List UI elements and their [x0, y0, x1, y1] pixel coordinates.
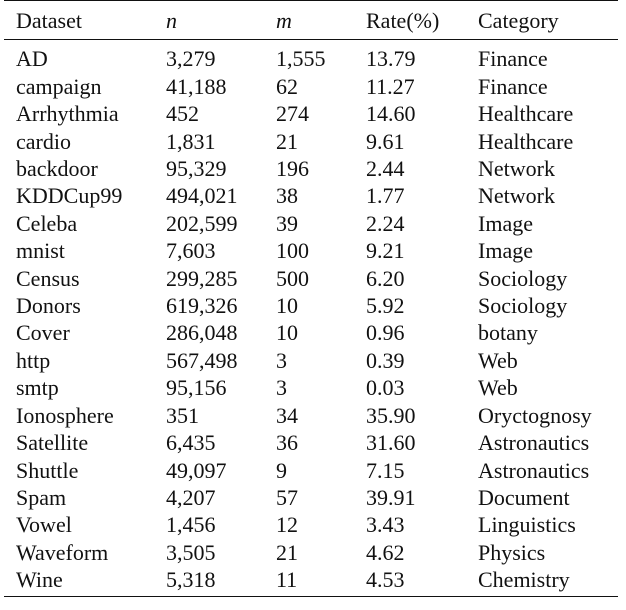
cell-category: Oryctognosy [478, 402, 592, 428]
cell-rate: 0.39 [366, 347, 405, 373]
cell-rate: 35.90 [366, 402, 416, 428]
dataset-table [4, 0, 618, 597]
cell-dataset: mnist [16, 238, 65, 264]
cell-category: Astronautics [478, 457, 590, 483]
cell-m: 57 [276, 484, 298, 510]
table-row [4, 73, 618, 100]
cell-m: 3 [276, 375, 287, 401]
cell-n: 202,599 [166, 210, 238, 236]
cell-rate: 11.27 [366, 73, 415, 99]
cell-dataset: Vowel [16, 512, 72, 538]
cell-rate: 0.03 [366, 375, 405, 401]
cell-n: 3,505 [166, 539, 216, 565]
cell-n: 5,318 [166, 566, 276, 596]
cell-category: Linguistics [478, 512, 576, 538]
cell-n: 351 [166, 402, 199, 428]
cell-rate: 7.15 [366, 457, 405, 483]
table-row [4, 210, 618, 237]
table-row [4, 429, 618, 456]
cell-category: Astronautics [478, 430, 590, 456]
cell-category: Healthcare [478, 101, 574, 127]
cell-m: 36 [276, 430, 298, 456]
cell-m: 100 [276, 238, 309, 264]
cell-category: Network [478, 156, 555, 182]
table-row [4, 100, 618, 127]
table-row [4, 155, 618, 182]
table-row [4, 292, 618, 319]
cell-dataset: Celeba [16, 210, 78, 236]
cell-dataset: AD [16, 46, 48, 72]
cell-n: 286,048 [166, 320, 238, 346]
cell-n: 452 [166, 101, 199, 127]
cell-m: 196 [276, 156, 309, 182]
cell-rate: 9.61 [366, 128, 405, 154]
cell-rate: 2.24 [366, 210, 405, 236]
cell-category: Sociology [478, 293, 568, 319]
cell-dataset: http [16, 347, 51, 373]
cell-n: 4,207 [166, 484, 216, 510]
table-row [4, 347, 618, 374]
cell-dataset: Shuttle [16, 457, 79, 483]
cell-category: Sociology [478, 265, 568, 291]
cell-rate: 1.77 [366, 183, 405, 209]
table-row [4, 40, 618, 73]
cell-n: 6,435 [166, 430, 216, 456]
cell-n: 299,285 [166, 265, 238, 291]
cell-rate: 5.92 [366, 293, 405, 319]
cell-m: 9 [276, 457, 287, 483]
cell-dataset: KDDCup99 [16, 183, 123, 209]
dataset-table-container [4, 0, 618, 597]
table-row [4, 265, 618, 292]
cell-dataset: Satellite [16, 430, 89, 456]
cell-category: Web [478, 375, 518, 401]
cell-dataset: Wine [4, 566, 166, 596]
header-m: m [276, 1, 366, 40]
table-row [4, 539, 618, 566]
table-row [4, 457, 618, 484]
cell-dataset: backdoor [16, 156, 98, 182]
header-category: Category [478, 1, 618, 40]
cell-dataset: Census [16, 265, 80, 291]
cell-m: 38 [276, 183, 298, 209]
cell-rate: 4.62 [366, 539, 405, 565]
cell-category: Network [478, 183, 555, 209]
cell-m: 34 [276, 402, 298, 428]
table-row [4, 237, 618, 264]
table-row [4, 182, 618, 209]
cell-category: Finance [478, 73, 548, 99]
cell-rate: 4.53 [366, 566, 478, 596]
cell-category: Image [478, 238, 533, 264]
cell-rate: 6.20 [366, 265, 405, 291]
cell-m: 1,555 [276, 46, 326, 72]
cell-category: Document [478, 484, 570, 510]
cell-category: botany [478, 320, 538, 346]
cell-dataset: Cover [16, 320, 70, 346]
cell-n: 1,456 [166, 512, 216, 538]
cell-m: 500 [276, 265, 309, 291]
header-rate: Rate(%) [366, 1, 478, 40]
cell-m: 3 [276, 347, 287, 373]
cell-rate: 0.96 [366, 320, 405, 346]
cell-n: 1,831 [166, 128, 216, 154]
cell-dataset: smtp [16, 375, 59, 401]
cell-category: Healthcare [478, 128, 574, 154]
table-row [4, 566, 618, 596]
header-n: n [166, 1, 276, 40]
cell-rate: 14.60 [366, 101, 416, 127]
table-row [4, 128, 618, 155]
cell-dataset: cardio [16, 128, 71, 154]
cell-dataset: campaign [16, 73, 102, 99]
cell-m: 62 [276, 73, 298, 99]
cell-n: 7,603 [166, 238, 216, 264]
cell-n: 619,326 [166, 293, 238, 319]
cell-m: 21 [276, 539, 298, 565]
table-row [4, 374, 618, 401]
cell-category: Web [478, 347, 518, 373]
cell-dataset: Donors [16, 293, 81, 319]
cell-n: 95,156 [166, 375, 227, 401]
cell-n: 95,329 [166, 156, 227, 182]
cell-n: 41,188 [166, 73, 227, 99]
cell-m: 11 [276, 566, 366, 596]
table-row [4, 402, 618, 429]
cell-n: 567,498 [166, 347, 238, 373]
cell-m: 10 [276, 320, 298, 346]
cell-dataset: Arrhythmia [16, 101, 119, 127]
cell-n: 3,279 [166, 46, 216, 72]
cell-rate: 2.44 [366, 156, 405, 182]
cell-category: Physics [478, 539, 546, 565]
table-body [4, 40, 618, 596]
cell-dataset: Waveform [16, 539, 109, 565]
header-dataset: Dataset [4, 1, 166, 40]
table-header [4, 1, 618, 40]
cell-m: 12 [276, 512, 298, 538]
cell-n: 49,097 [166, 457, 227, 483]
table-row [4, 484, 618, 511]
cell-m: 21 [276, 128, 298, 154]
header-row [4, 1, 618, 40]
table-row [4, 319, 618, 346]
cell-rate: 31.60 [366, 430, 416, 456]
cell-m: 274 [276, 101, 309, 127]
cell-rate: 39.91 [366, 484, 416, 510]
cell-category: Chemistry [478, 566, 618, 596]
cell-rate: 9.21 [366, 238, 405, 264]
cell-dataset: Spam [16, 484, 67, 510]
cell-category: Image [478, 210, 533, 236]
cell-m: 39 [276, 210, 298, 236]
cell-rate: 13.79 [366, 46, 416, 72]
cell-dataset: Ionosphere [16, 402, 114, 428]
cell-rate: 3.43 [366, 512, 405, 538]
cell-m: 10 [276, 293, 298, 319]
cell-category: Finance [478, 46, 548, 72]
cell-n: 494,021 [166, 183, 238, 209]
table-row [4, 511, 618, 538]
